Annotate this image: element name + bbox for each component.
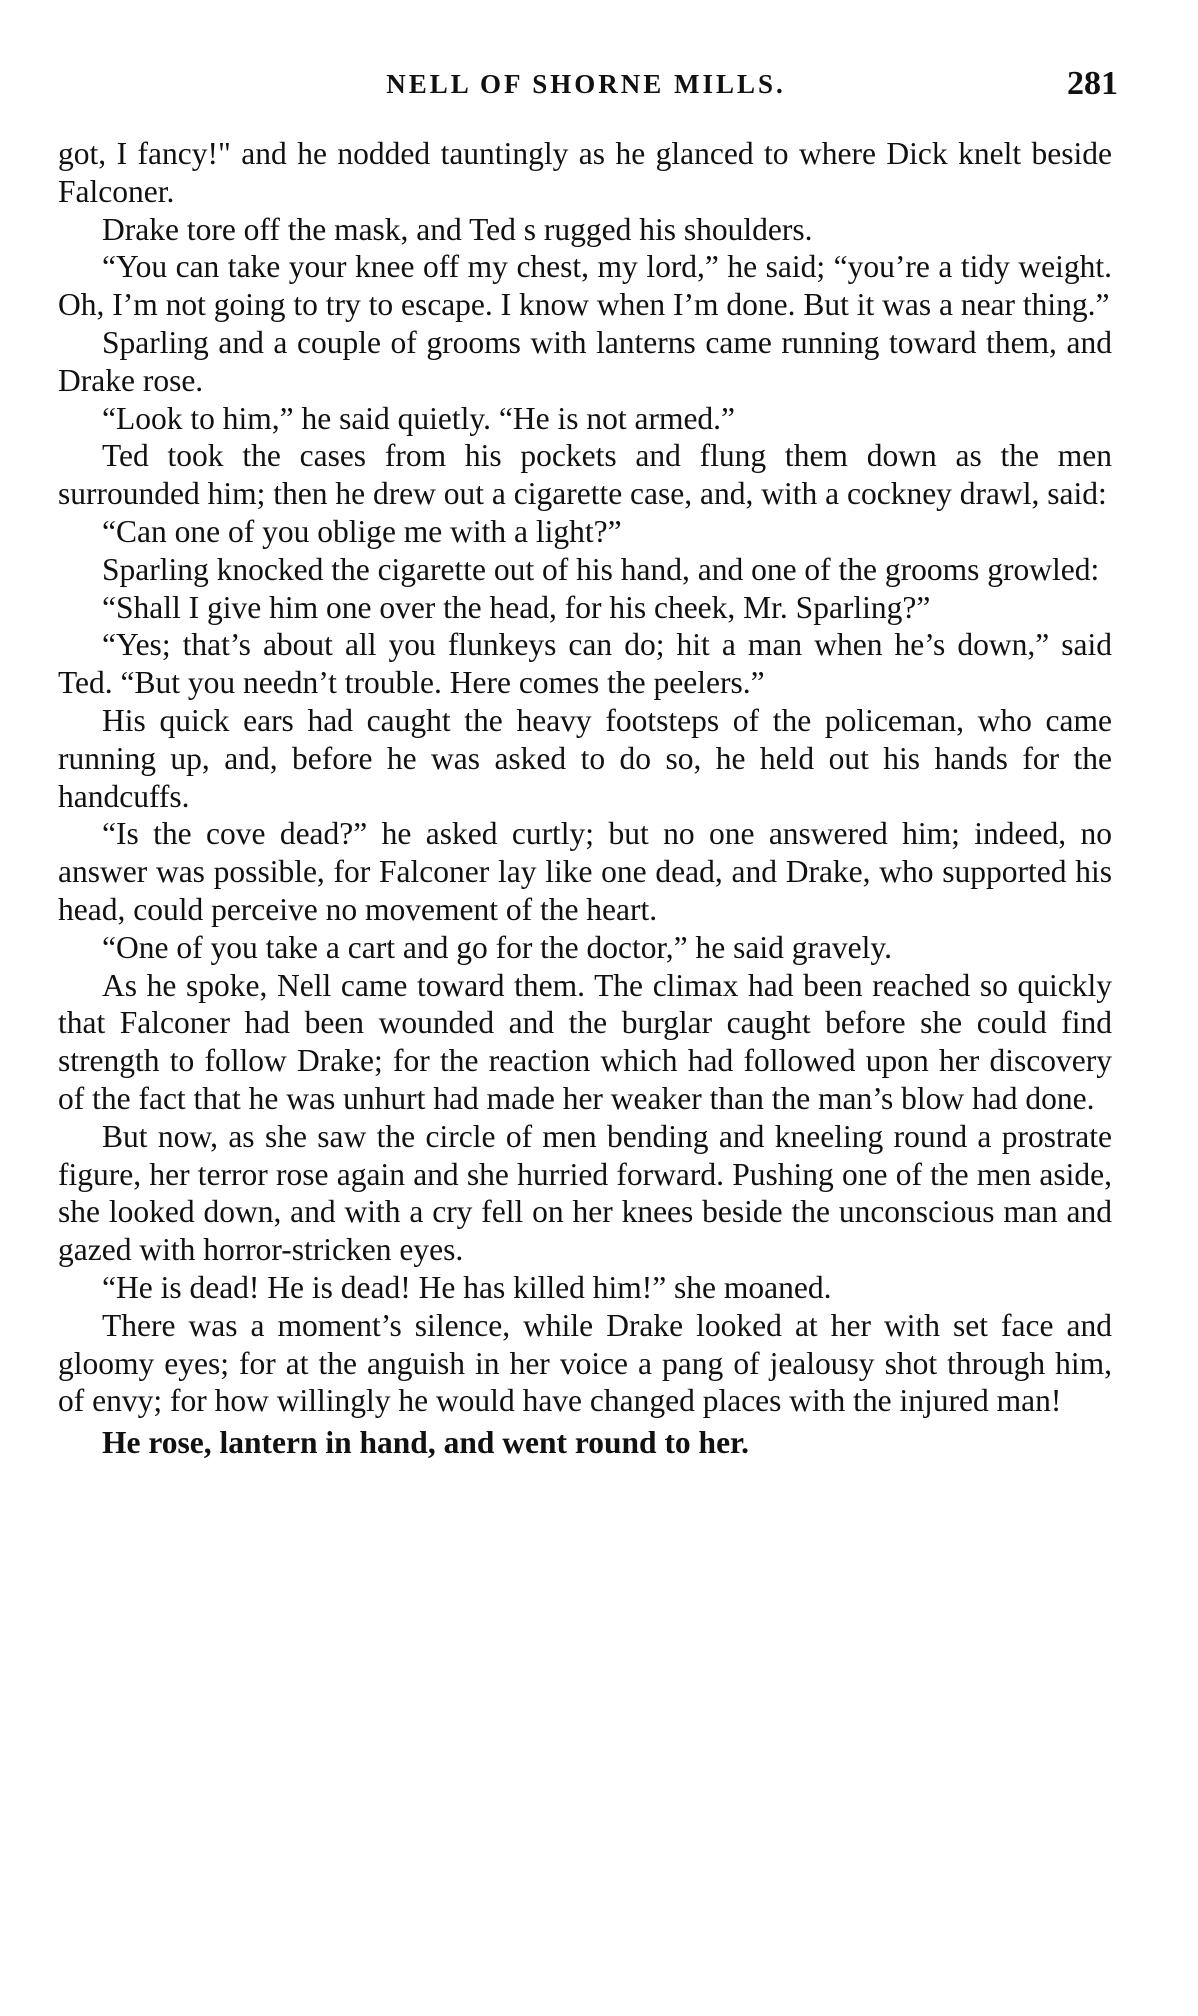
body-text bbox=[58, 135, 1112, 1462]
paragraph: There was a moment’s silence, while Drake looked at her with set face and gloomy eyes; for at the anguish in her voice a pang of jealousy shot through him, of envy; for how willingly he would have changed places with the injured man! bbox=[58, 1307, 1112, 1419]
paragraph: Sparling and a couple of grooms with lanterns came running toward them, and Drake rose. bbox=[58, 324, 1112, 398]
paragraph: “He is dead! He is dead! He has killed him!” she moaned. bbox=[102, 1269, 832, 1305]
paragraph: His quick ears had caught the heavy footsteps of the policeman, who came running up, and, before he was asked to do so, he held out his hands for the handcuffs. bbox=[58, 702, 1112, 814]
paragraph: As he spoke, Nell came toward them. The climax had been reached so quickly that Falconer had been wounded and the burglar caught before she could find strength to follow Drake; for the reaction which had followed upon her discovery of the fact that he was unhurt had made her weaker than the man’s blow had done. bbox=[58, 967, 1112, 1116]
paragraph: “Shall I give him one over the head, for his cheek, Mr. Sparling?” bbox=[102, 589, 931, 625]
paragraph: Drake tore off the mask, and Ted s rugged his shoulders. bbox=[102, 211, 813, 247]
page-number: 281 bbox=[1067, 65, 1118, 102]
paragraph: Ted took the cases from his pockets and flung them down as the men surrounded him; then he drew out a cigarette case, and, with a cockney drawl, said: bbox=[58, 438, 1112, 512]
paragraph: “One of you take a cart and go for the doctor,” he said gravely. bbox=[102, 929, 892, 965]
paragraph: got, I fancy!" and he nodded tauntingly as he glanced to where Dick knelt beside Falconer. bbox=[58, 136, 1112, 209]
paragraph: “Is the cove dead?” he asked curtly; but no one answered him; indeed, no answer was possible, for Falconer lay like one dead, and Drake, who supported his head, could perceive no movement of the heart. bbox=[58, 816, 1112, 927]
paragraph: “Yes; that’s about all you flunkeys can do; hit a man when he’s down,” said Ted. “But you needn’t trouble. Here comes the peelers.” bbox=[58, 627, 1112, 701]
paragraph: “Look to him,” he said quietly. “He is not armed.” bbox=[102, 400, 736, 436]
running-head bbox=[60, 64, 1118, 104]
running-title: NELL OF SHORNE MILLS. bbox=[386, 69, 786, 99]
paragraph-final: He rose, lantern in hand, and went round to her. bbox=[102, 1425, 750, 1461]
paragraph: Sparling knocked the cigarette out of his hand, and one of the grooms growled: bbox=[102, 551, 1100, 587]
paragraph: “Can one of you oblige me with a light?” bbox=[102, 513, 622, 549]
paragraph: But now, as she saw the circle of men bending and kneeling round a prostrate figure, her terror rose again and she hurried forward. Pushing one of the men aside, she looked down, and with a cry fell on her knees beside the unconscious man and gazed with horror-stricken eyes. bbox=[58, 1118, 1112, 1268]
paragraph: “You can take your knee off my chest, my lord,” he said; “you’re a tidy weight. Oh, I’m not going to try to escape. I know when I’m done. But it was a near thing.” bbox=[58, 249, 1112, 323]
